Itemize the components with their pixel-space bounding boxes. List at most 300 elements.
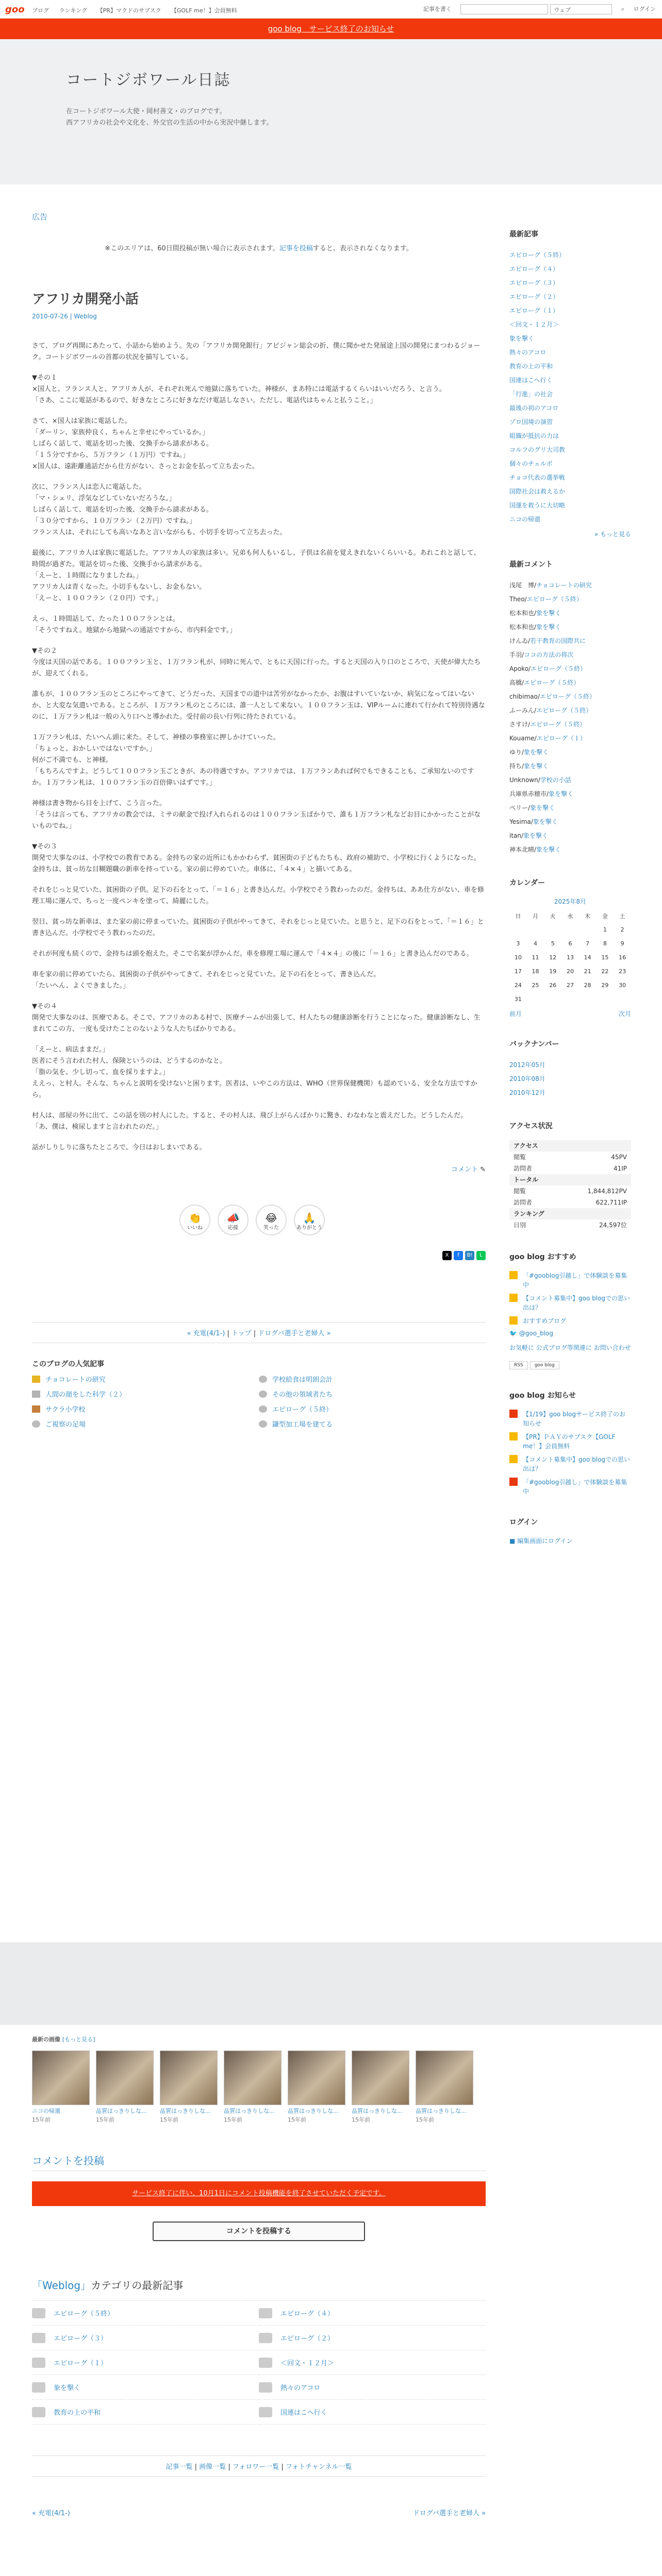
thumbnail-caption[interactable]: 品質はっきりしな...	[224, 2108, 275, 2114]
backnumber-link[interactable]: 2012年05月	[509, 1061, 545, 1069]
recommend-link[interactable]: おすすめブログ	[523, 1317, 567, 1325]
search-scope-select[interactable]: ウェブ	[550, 4, 612, 14]
comment-user: 持ち	[509, 762, 522, 770]
news-icon	[509, 1478, 518, 1486]
twitter-link[interactable]	[509, 1330, 631, 1337]
thumbnail-caption[interactable]: 品質はっきりしな...	[160, 2108, 211, 2114]
thumbnail-item[interactable]	[288, 2050, 345, 2124]
category-latest-section	[32, 2277, 486, 2425]
reaction-like[interactable]	[179, 1205, 210, 1235]
recommend-title: goo blog おすすめ	[509, 1253, 576, 1261]
comment-post-link[interactable]: エピローグ（５終）	[524, 679, 580, 686]
news-item[interactable]	[509, 1410, 631, 1428]
latest-post-link[interactable]: 国運を救うに大切略	[509, 502, 566, 509]
reaction-icon: 👏	[188, 1212, 202, 1224]
rss-badge[interactable]: RSS	[509, 1361, 528, 1369]
post-line: 「ダーリン、家族仲良く、ちゃんと幸せにやっているか。」	[32, 429, 209, 436]
latest-post-link[interactable]: 「行進」の社会	[509, 391, 553, 398]
category-latest-item[interactable]	[32, 2400, 259, 2425]
news-icon	[509, 1455, 518, 1463]
post-icon	[259, 2308, 272, 2318]
calendar-day	[579, 992, 597, 1006]
calendar-day	[527, 992, 544, 1006]
comment-post-link[interactable]: エピローグ（５終）	[536, 707, 592, 714]
service-end-notice	[0, 19, 662, 39]
calendar-section	[509, 877, 631, 1018]
facebook-share-icon[interactable]: f	[454, 1251, 463, 1260]
calendar-day: 2	[620, 926, 624, 933]
latest-post-link[interactable]: 国連はこへ行く	[509, 377, 553, 384]
category-latest-item[interactable]	[32, 2350, 259, 2375]
news-item[interactable]	[509, 1432, 631, 1451]
post-category[interactable]: Weblog	[74, 313, 97, 320]
category-latest-item[interactable]	[32, 2326, 259, 2350]
thumbnail-date: 15年前	[288, 2116, 306, 2123]
reaction-cheer[interactable]	[218, 1205, 249, 1235]
latest-comment-item: 高橋/エピローグ（５終）	[509, 679, 580, 686]
lower-content	[32, 2025, 486, 2517]
latest-post-link[interactable]: エピローグ（２）	[509, 293, 559, 300]
post-paragraph	[32, 948, 486, 960]
calendar-day: 18	[532, 968, 539, 975]
uu-value: 41IP	[613, 1165, 627, 1172]
post-line: 話がしりしりに落ちたところで、今日はおしまいである。	[32, 1144, 206, 1151]
category-latest-cat[interactable]: 「Weblog」	[32, 2279, 91, 2292]
news-icon	[509, 1432, 518, 1440]
global-right	[416, 4, 656, 14]
latest-post-link[interactable]: 教育の上の平和	[509, 363, 553, 370]
recommend-link[interactable]: 「#gooblog引越し」で体験談を募集中	[523, 1272, 627, 1289]
category-latest-link[interactable]: 象を撃く	[54, 2384, 81, 2392]
calendar-title: カレンダー	[509, 879, 545, 887]
hatena-share-icon[interactable]: B!	[465, 1251, 474, 1260]
comment-user: ペリー	[509, 804, 528, 811]
calendar-weekday: 土	[619, 912, 625, 920]
comment-post-link[interactable]: エピローグ（１）	[536, 735, 586, 742]
calendar-day: 8	[603, 940, 607, 947]
pen-icon: ✎	[480, 1166, 486, 1174]
news-item[interactable]	[509, 1455, 631, 1473]
post-line: 「さあ、ここに電話があるので、好きなところに好きなだけ電話しなさい。ただし、電話代はちゃんと払うこと。」	[32, 397, 377, 404]
calendar-next-link[interactable]: 次月	[618, 1010, 631, 1018]
post-line: 「３０分ですから、１０万フラン（２万円）ですね。」	[32, 517, 196, 525]
post-body	[32, 341, 486, 1154]
thumbnail-date: 15年前	[224, 2116, 242, 2123]
comment-post-link[interactable]: ココの方法の将次	[524, 651, 574, 658]
comment-end-link[interactable]: サービス終了に伴い、10月1日にコメント投稿機能を終了させていただく予定です。	[132, 2190, 386, 2197]
popular-post-item[interactable]	[32, 1389, 259, 1399]
latest-comment-item: Unknown/学校の小話	[509, 776, 571, 784]
thumbnail-item[interactable]	[32, 2050, 90, 2124]
calendar-day: 3	[516, 940, 520, 947]
thumbnail-image[interactable]	[224, 2050, 282, 2105]
category-latest-item[interactable]	[32, 2301, 259, 2326]
news-link[interactable]: 【1/19】goo blogサービス終了のお知らせ	[523, 1411, 625, 1427]
pager	[32, 2507, 486, 2517]
comment-post-link[interactable]: 象を撃く	[533, 818, 558, 825]
post-icon	[32, 2333, 45, 2343]
login-link[interactable]: ログイン	[633, 6, 656, 12]
category-latest-link[interactable]: ＜回文・１２月＞	[280, 2360, 335, 2367]
post-line: 「そうは言っても、アフリカの教会では、ミサの献金で投げ入れられるのは１００フラン玉ばかりで、誰も１万フラン札などお目にかかったことがないものでね。」	[32, 811, 481, 830]
thumbnail-image[interactable]	[288, 2050, 345, 2105]
comment-post-title: コメントを投稿	[32, 2153, 486, 2171]
calendar-day: 29	[601, 982, 609, 989]
post-line: 「もちろんですよ。どうして１００フラン玉ごときが、あの待遇ですか。アフリカでは、１万フランあれば何でもできることも、ご承知ないのですか。１万フラン札は、１００フラン玉の百倍偉いはずです。」	[32, 768, 474, 787]
comment-user: Unknown	[509, 776, 538, 784]
backnumber-section	[509, 1039, 631, 1100]
thumbnail-image[interactable]	[352, 2050, 409, 2105]
thumbnail-image[interactable]	[96, 2050, 154, 2105]
comment-link[interactable]: コメント	[451, 1166, 478, 1174]
reaction-thanks[interactable]	[294, 1205, 325, 1235]
thumbnail-caption[interactable]: 品質はっきりしな...	[288, 2108, 339, 2114]
login-link-item[interactable]	[509, 1536, 631, 1545]
calendar-prev-link[interactable]: 前月	[509, 1010, 522, 1018]
calendar-day	[561, 923, 579, 937]
post-line: 「たいへん、よくできました。」	[32, 982, 130, 990]
post-line: それが何度も続くので、金持ちは頭を抱えた。そこで名案が浮かんだ。車を修理工場に運んで「４×４」の後に「＝１６」と書き込んだのである。	[32, 950, 473, 958]
ad-note	[32, 243, 486, 252]
crown-icon	[32, 1376, 40, 1383]
category-latest-item[interactable]	[32, 2375, 259, 2400]
recommend-section	[509, 1251, 631, 1369]
latest-post-link[interactable]: エピローグ（１）	[509, 307, 559, 314]
popular-post-link[interactable]: サクラ小学校	[45, 1406, 86, 1414]
latest-post-link[interactable]: エピローグ（５終）	[509, 251, 566, 259]
thumbnail-image[interactable]	[32, 2050, 90, 2105]
post-paragraph	[32, 1142, 486, 1154]
category-latest-item[interactable]	[259, 2400, 486, 2425]
calendar-day: 19	[549, 968, 557, 975]
write-post-link[interactable]: 記事を書く	[423, 6, 452, 12]
comment-post-link[interactable]: 若干教育の国際共に	[530, 637, 586, 645]
latest-comment-item: Theo/エピローグ（５終）	[509, 596, 583, 603]
post-line: アフリカ人は青くなった。小切手もないし、お金もない。	[32, 583, 206, 591]
footer-nav-link[interactable]: 画像一覧	[199, 2463, 226, 2471]
calendar-day	[597, 992, 614, 1006]
popular-post-link[interactable]: 鎌型加工場を建てる	[272, 1421, 333, 1429]
reaction-laugh[interactable]	[256, 1205, 287, 1235]
crown-icon	[32, 1405, 40, 1413]
post-icon	[32, 2382, 45, 2393]
popular-post-link[interactable]: 人間の顔をした科学（２）	[45, 1391, 126, 1399]
post-comment-button[interactable]: コメントを投稿する	[153, 2222, 365, 2241]
comment-post-link[interactable]: 象を撃く	[530, 804, 555, 811]
thumbnail-caption[interactable]: 品質はっきりしな...	[352, 2108, 403, 2114]
popular-post-item[interactable]	[259, 1374, 486, 1384]
total-pv-value: 1,844,812PV	[587, 1188, 627, 1195]
post-paragraph	[32, 885, 486, 907]
popular-post-link[interactable]: その他の領域者たち	[272, 1391, 333, 1399]
footer-nav-link[interactable]: フォトチャンネル一覧	[285, 2463, 352, 2471]
post-paragraph	[32, 1001, 486, 1035]
login-icon: ■	[509, 1537, 516, 1545]
thumbnail-item[interactable]	[160, 2050, 218, 2124]
crown-icon	[32, 1391, 40, 1398]
category-latest-link[interactable]: 熱々のアコロ	[280, 2384, 321, 2392]
comment-post-link[interactable]: チョコレートの研究	[536, 582, 592, 589]
calendar-day: 13	[566, 954, 574, 961]
calendar-day: 23	[619, 968, 626, 975]
post-line: 今度は天国の話である。１００フラン玉と、１万フラン札が、同時に死んで、ともに天国に行った。すると天国の入り口のところで、天使が偉大たちが、迎えてくれる。	[32, 658, 481, 677]
footer-nav-link[interactable]: 記事一覧	[166, 2463, 193, 2471]
calendar-day: 12	[549, 954, 557, 961]
comment-user: 神本北晴	[509, 846, 535, 853]
reaction-icon: 📣	[226, 1212, 240, 1224]
latest-post-link[interactable]: 熱々のアコロ	[509, 349, 547, 356]
post-line: 「１５分ですから、５万フラン（１万円）ですね。」	[32, 451, 190, 459]
latest-post-link[interactable]: 最後の初のアコロ	[509, 404, 559, 412]
thumbnail-caption[interactable]: ニコの帰還	[32, 2108, 60, 2114]
ranking-label: ランキング	[514, 1210, 544, 1217]
goo-blog-badge[interactable]: goo blog	[530, 1361, 559, 1369]
post-paragraph	[32, 416, 486, 472]
ad-label: 広告	[32, 212, 48, 222]
latest-posts-list	[509, 248, 631, 527]
x-share-icon[interactable]: X	[442, 1251, 452, 1260]
star-icon	[509, 1294, 518, 1302]
popular-post-item[interactable]	[259, 1404, 486, 1414]
recommend-item[interactable]	[509, 1271, 631, 1290]
latest-post-link[interactable]: ゾロ国境の演習	[509, 418, 553, 426]
category-latest-item[interactable]	[259, 2301, 486, 2326]
comment-post-link[interactable]: 学校の小話	[540, 776, 571, 784]
post-paragraph	[32, 917, 486, 939]
calendar-day: 9	[620, 940, 624, 947]
popular-posts-title: このブログの人気記事	[32, 1360, 104, 1368]
prev-post-link[interactable]: « 充電(4/1-)	[187, 1330, 225, 1337]
popular-post-item[interactable]	[32, 1374, 259, 1384]
popular-post-item[interactable]	[32, 1419, 259, 1429]
category-latest-link[interactable]: エピローグ（２）	[280, 2335, 335, 2343]
ad-note-link[interactable]: 記事を投稿	[279, 245, 313, 252]
global-link[interactable]: ブログ	[32, 7, 49, 14]
reaction-label: 笑った	[263, 1225, 279, 1231]
calendar-day	[579, 923, 597, 937]
thumbnail-caption[interactable]: 品質はっきりしな...	[96, 2108, 147, 2114]
latest-comments-title: 最新コメント	[509, 561, 553, 569]
popular-post-link[interactable]: 学校給食は明朗会計	[272, 1376, 333, 1384]
category-latest-link[interactable]: エピローグ（４）	[280, 2310, 335, 2318]
comment-user: Kouame	[509, 735, 535, 742]
comment-post-link[interactable]: 象を撃く	[524, 762, 549, 770]
category-latest-item[interactable]	[259, 2326, 486, 2350]
post-line: 村人は、部屋の外に出て、この話を別の村人にした。すると、その村人は、飛び上がらんばかりに驚き、わなわなと震えだした。どうしたんだ。	[32, 1112, 468, 1120]
post-paragraph	[32, 614, 486, 636]
login-link-text[interactable]: 編集画面にログイン	[517, 1537, 573, 1545]
comment-post-link[interactable]: 象を撃く	[536, 623, 561, 631]
post-line: ▼その３	[32, 843, 57, 851]
post-line: 「脂の気を、少し切って、血を採りますよ。」	[32, 1069, 170, 1076]
reaction-label: ありがとう	[296, 1225, 322, 1231]
category-latest-link[interactable]: 国連はこへ行く	[280, 2409, 327, 2417]
top-link[interactable]: トップ	[231, 1330, 252, 1337]
global-link[interactable]: ランキング	[59, 7, 88, 14]
latest-comment-item: 手羽/ココの方法の将次	[509, 651, 574, 658]
blog-title[interactable]: コートジボワール日誌	[66, 71, 231, 89]
post-icon	[259, 2382, 272, 2393]
comment-post-link[interactable]: 象を撃く	[536, 846, 561, 853]
calendar-day	[614, 992, 631, 1006]
latest-post-link[interactable]: ニコの帰還	[509, 516, 541, 523]
latest-post-link[interactable]: コルフのグリ大司教	[509, 446, 566, 453]
thumbnail-item[interactable]	[224, 2050, 282, 2124]
comment-post-link[interactable]: 象を撃く	[524, 749, 549, 756]
twitter-handle: @goo_blog	[519, 1330, 553, 1337]
uu-label: 訪問者	[514, 1165, 533, 1172]
access-today-label: アクセス	[514, 1142, 538, 1149]
pager-prev-link[interactable]: « 充電(4/1-)	[32, 2510, 70, 2517]
calendar-weekday: 火	[550, 912, 556, 920]
goo-logo[interactable]: goo	[5, 4, 25, 15]
latest-comment-item: chibimao/エピローグ（５終）	[509, 693, 595, 700]
calendar-day: 6	[568, 940, 572, 947]
post-line: 車を家の前に停めていたら、貧困街の子供がやってきて、それをじっと見ていた。足下の石をとって、書き込んだ。	[32, 971, 380, 978]
thumbnail-item[interactable]	[96, 2050, 154, 2124]
thumbnail-item[interactable]	[352, 2050, 409, 2124]
recommend-item[interactable]	[509, 1316, 631, 1326]
comment-post-link[interactable]: 象を撃く	[549, 790, 574, 798]
comment-post-link[interactable]: エピローグ（５終）	[539, 693, 595, 700]
comment-post-link[interactable]: 象を撃く	[523, 832, 549, 839]
backnumber-link[interactable]: 2010年08月	[509, 1075, 545, 1082]
latest-comment-item: 神本北晴/象を撃く	[509, 846, 561, 853]
latest-post-link[interactable]: 象を撃く	[509, 335, 535, 342]
post-meta: 2010-07-26 | Weblog	[32, 313, 97, 320]
service-end-link[interactable]: goo blog サービス終了のお知らせ	[268, 24, 394, 33]
calendar-weekday: 水	[567, 912, 573, 920]
news-icon	[509, 1410, 518, 1418]
post-icon	[32, 2308, 45, 2318]
global-link[interactable]: 【GOLF me！】会員無料	[171, 7, 237, 14]
post-paragraph	[32, 341, 486, 363]
comment-user: けんゐ	[509, 637, 528, 645]
post-line: 「あ、僕は、検尿しますと言われたのだ。」	[32, 1123, 162, 1131]
news-item[interactable]	[509, 1478, 631, 1496]
calendar-day	[527, 923, 544, 937]
post-line: 「えーと、病法ままだ。」	[32, 1046, 109, 1054]
backnumber-link[interactable]: 2010年12月	[509, 1089, 545, 1096]
calendar-caption: 2025年8月	[554, 898, 587, 905]
calendar-day	[544, 923, 561, 937]
access-total-label: トータル	[514, 1176, 539, 1183]
latest-post-link[interactable]: エピローグ（３）	[509, 279, 559, 286]
category-latest-item[interactable]	[259, 2350, 486, 2375]
thumbnail-date: 15年前	[416, 2116, 434, 2123]
popular-post-item[interactable]	[32, 1404, 259, 1414]
recommend-item[interactable]	[509, 1294, 631, 1312]
latest-post-link[interactable]: エピローグ（４）	[509, 265, 559, 273]
category-latest-link[interactable]: エピローグ（３）	[54, 2335, 108, 2343]
latest-post-link[interactable]: チョコ代表の選挙戦	[509, 474, 565, 481]
global-link[interactable]: 【PR】マクドのサブスク	[97, 7, 161, 14]
post-paragraph	[32, 548, 486, 604]
thumbnail-image[interactable]	[416, 2050, 473, 2105]
post-nav: « 充電(4/1-) | トップ | ドログバ選手と老婦人 »	[32, 1322, 486, 1343]
news-link[interactable]: 【コメント募集中】goo blogでの思い出は？	[523, 1456, 631, 1472]
popular-post-link[interactable]: チョコレートの研究	[45, 1376, 106, 1384]
post-title[interactable]: アフリカ開発小話	[32, 292, 139, 307]
post-line: ▼その２	[32, 647, 57, 655]
latest-post-link[interactable]: 個々のチェルボ	[509, 460, 553, 467]
comment-post-link[interactable]: エピローグ（５終）	[530, 721, 586, 728]
search-icon[interactable]: ⌕	[621, 6, 625, 12]
category-latest-link[interactable]: エピローグ（５終）	[54, 2310, 114, 2318]
popular-post-item[interactable]	[259, 1419, 486, 1429]
recent-images-more[interactable]: [もっと見る]	[62, 2036, 95, 2043]
ad-note-text: すると、表示されなくなります。	[312, 245, 413, 252]
footer-nav-link[interactable]: フォロワー一覧	[232, 2463, 279, 2471]
comment-user: さすけ	[509, 721, 528, 728]
latest-comment-item: 浅尾 博/チョコレートの研究	[509, 582, 592, 589]
calendar-day: 30	[619, 982, 626, 989]
post-line: 次に、フランス人は恋人に電話した。	[32, 483, 146, 491]
category-latest-link[interactable]: エピローグ（１）	[54, 2360, 108, 2367]
calendar-day: 15	[601, 954, 609, 961]
calendar-day: 20	[566, 968, 574, 975]
news-title: goo blog お知らせ	[509, 1392, 576, 1400]
post-paragraph	[32, 482, 486, 538]
post-line: ×国人は、遠距離通話だから仕方がない、さっとお金を払って立ち去った。	[32, 463, 259, 470]
comment-post-link[interactable]: 象を撃く	[536, 609, 561, 617]
latest-comment-item: itan/象を撃く	[509, 832, 549, 839]
twitter-icon: 🐦	[509, 1330, 517, 1337]
thumbnail-item[interactable]	[416, 2050, 473, 2124]
popular-post-link[interactable]: エピローグ（５終）	[272, 1406, 333, 1414]
news-link[interactable]: 「#gooblog引越し」で体験談を募集中	[523, 1479, 627, 1495]
calendar-day: 21	[584, 968, 591, 975]
reaction-icon: 🙏	[303, 1212, 316, 1224]
comment-post-link[interactable]: エピローグ（５終）	[531, 665, 587, 672]
news-link[interactable]: 【PR】ＰＡＹのサブスク【GOLF me！】会員無料	[523, 1433, 616, 1450]
comment-post-link[interactable]: エピローグ（５終）	[526, 596, 583, 603]
reaction-label: いいね	[187, 1225, 203, 1231]
post-line: 開発で大事なのは、医療である。そこで、アフリカのある村で、医療チームが出張して、村人たちの健康診断を行うことになった。健康診断なし、生まれてこの方、一度も受けたことのないような人たちばかりである。	[32, 1014, 481, 1033]
pager-next-link[interactable]: ドログバ選手と老婦人 »	[412, 2510, 486, 2517]
thumbnail-caption[interactable]: 品質はっきりしな...	[416, 2108, 467, 2114]
thumbnail-image[interactable]	[160, 2050, 218, 2105]
latest-comment-item: Apoko/エピローグ（５終）	[509, 665, 587, 672]
calendar-day: 7	[586, 940, 590, 947]
category-latest-title: カテゴリの最新記事	[91, 2279, 184, 2292]
ad-note-text: ※このエリアは、60日間投稿が無い場合に表示されます。	[105, 245, 279, 252]
thumbnail-date: 15年前	[32, 2116, 51, 2123]
calendar-day: 22	[601, 968, 609, 975]
post-line: 「えーと、１００フラン（２０円）です。」	[32, 595, 162, 602]
latest-post-link[interactable]: 国際社会は救えるか	[509, 488, 566, 495]
latest-post-link[interactable]: ＜回文・１２月＞	[509, 321, 559, 328]
blog-header	[0, 39, 662, 184]
access-title: アクセス状況	[509, 1122, 553, 1130]
popular-post-link[interactable]: ご視察の足場	[45, 1421, 86, 1429]
latest-posts-section	[509, 229, 631, 538]
category-latest-item[interactable]	[259, 2375, 486, 2400]
search-input[interactable]	[460, 4, 548, 14]
latest-post-link[interactable]: 組織が抵抗の力は	[509, 432, 559, 439]
recommend-link[interactable]: 【コメント募集中】goo blogでの思い出は？	[523, 1295, 631, 1311]
popular-post-item[interactable]	[259, 1389, 486, 1399]
line-share-icon[interactable]: L	[476, 1251, 486, 1260]
main-column	[32, 211, 486, 1429]
latest-more-link[interactable]: » もっと見る	[594, 531, 631, 538]
next-post-link[interactable]: ドログバ選手と老婦人 »	[258, 1330, 331, 1337]
calendar-day: 4	[534, 940, 538, 947]
contact-link[interactable]: お気軽に 公式ブログ等関連に お問い合わせ	[509, 1344, 631, 1351]
calendar-day: 1	[603, 926, 607, 933]
category-latest-link[interactable]: 教育の上の平和	[54, 2409, 101, 2417]
calendar-weekday: 月	[533, 912, 539, 920]
